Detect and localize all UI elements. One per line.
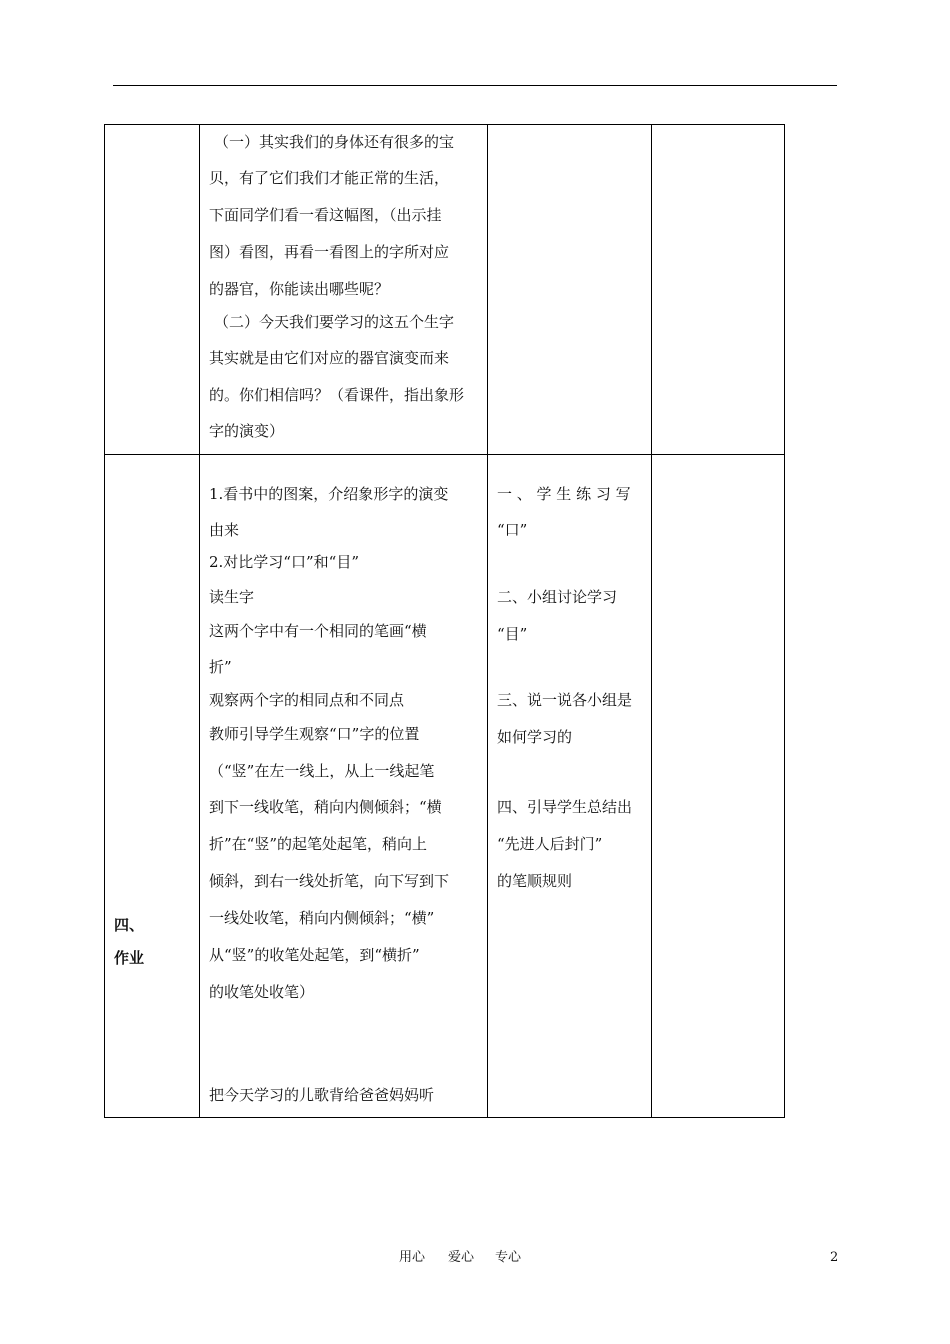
student-line: 三、说一说各小组是 xyxy=(497,691,633,709)
stage-number: 四、 xyxy=(114,916,145,934)
footer-motto-1: 用心 xyxy=(399,1250,426,1265)
row2-stage-cell xyxy=(104,454,200,1118)
content-line: 从“竖”的收笔处起笔，到“横折” xyxy=(209,946,420,964)
page-number: 2 xyxy=(830,1250,839,1265)
student-line: “目” xyxy=(497,625,528,643)
content-line: 字的演变） xyxy=(209,422,285,440)
student-line: “口” xyxy=(497,521,528,539)
content-line: 的收笔处收笔） xyxy=(209,983,315,1001)
student-line: 的笔顺规则 xyxy=(497,872,573,890)
content-line: 倾斜，到右一线处折笔，向下写到下 xyxy=(209,872,450,890)
content-line: 观察两个字的相同点和不同点 xyxy=(209,691,405,709)
content-line: 2.对比学习“口”和“目” xyxy=(209,553,359,571)
content-line: 的器官，你能读出哪些呢？ xyxy=(209,280,390,298)
content-line: （“竖”在左一线上，从上一线起笔 xyxy=(209,762,435,780)
homework-line: 把今天学习的儿歌背给爸爸妈妈听 xyxy=(209,1086,435,1104)
stage-name: 作业 xyxy=(114,949,145,967)
content-line: 由来 xyxy=(209,521,240,539)
row1-student-cell xyxy=(487,124,652,455)
content-line: 下面同学们看一看这幅图，（出示挂 xyxy=(209,206,442,224)
row1-stage-cell xyxy=(104,124,200,455)
row1-notes-cell xyxy=(651,124,785,455)
content-line: 贝，有了它们我们才能正常的生活， xyxy=(209,169,450,187)
content-line: 折” xyxy=(209,658,232,676)
content-line: 这两个字中有一个相同的笔画“横 xyxy=(209,622,427,640)
footer-motto-2: 爱心 xyxy=(448,1250,475,1265)
content-line: 读生字 xyxy=(209,588,255,606)
content-line: 其实就是由它们对应的器官演变而来 xyxy=(209,349,450,367)
footer-motto-3: 专心 xyxy=(495,1250,522,1265)
content-line: 折”在“竖”的起笔处起笔，稍向上 xyxy=(209,835,428,853)
header-rule xyxy=(113,85,837,86)
student-line: 二、小组讨论学习 xyxy=(497,588,618,606)
content-line: 教师引导学生观察“口”字的位置 xyxy=(209,725,420,743)
content-line: 一线处收笔，稍向内侧倾斜；“横” xyxy=(209,909,435,927)
content-line: 图）看图，再看一看图上的字所对应 xyxy=(209,243,450,261)
content-line: 1.看书中的图案，介绍象形字的演变 xyxy=(209,485,449,503)
content-line: 的。你们相信吗？（看课件，指出象形 xyxy=(209,386,465,404)
content-line: （一）其实我们的身体还有很多的宝 xyxy=(214,133,455,151)
student-line: “先进人后封门” xyxy=(497,835,603,853)
student-line: 四、引导学生总结出 xyxy=(497,798,633,816)
student-line: 如何学习的 xyxy=(497,728,573,746)
row2-student-cell xyxy=(487,454,652,1118)
student-line: 一 、 学 生 练 习 写 xyxy=(497,485,631,503)
content-line: 到下一线收笔，稍向内侧倾斜；“横 xyxy=(209,798,442,816)
content-line: （二）今天我们要学习的这五个生字 xyxy=(214,313,455,331)
row2-notes-cell xyxy=(651,454,785,1118)
